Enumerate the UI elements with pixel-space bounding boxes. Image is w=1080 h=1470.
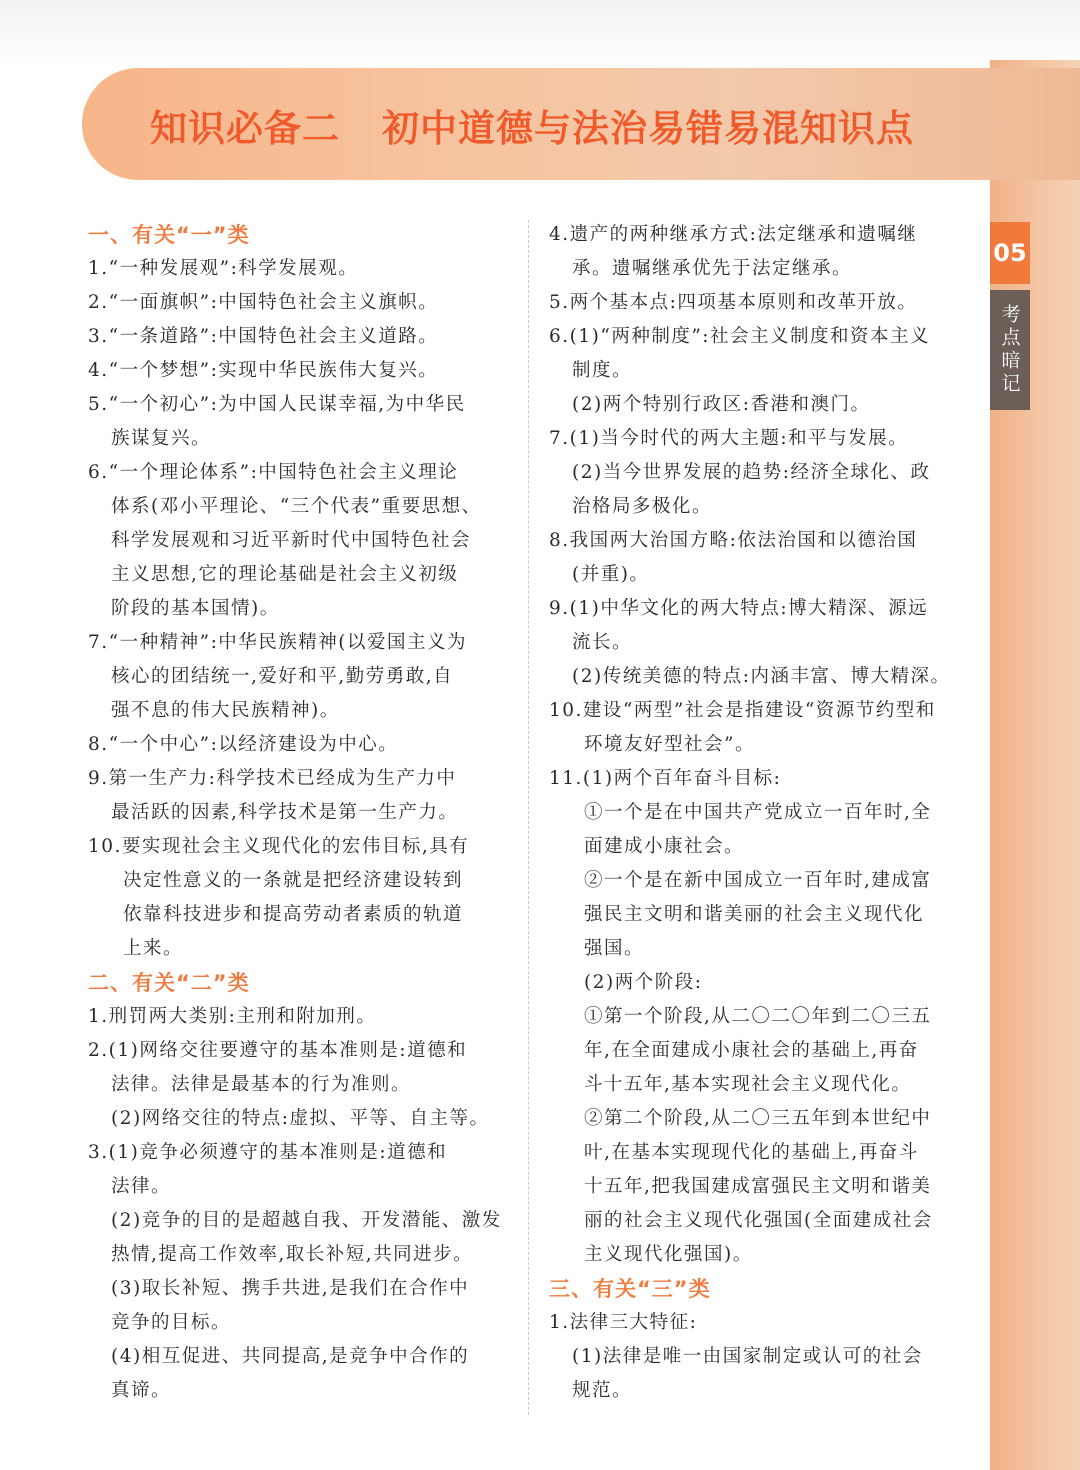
text-line: 科学发展观和习近平新时代中国特色社会	[111, 530, 472, 551]
text-line: 流长。	[572, 632, 633, 653]
banner-section-title: 初中道德与法治易错易混知识点	[382, 107, 914, 150]
right-column	[549, 218, 969, 1408]
text-line: 制度。	[572, 360, 633, 381]
text-line: 族谋复兴。	[111, 428, 212, 449]
text-line: 竞争的目标。	[111, 1312, 232, 1333]
text-line: 主义思想,它的理论基础是社会主义初级	[111, 564, 459, 585]
page-top-edge	[0, 0, 1080, 70]
text-line: ①第一个阶段,从二〇二〇年到二〇三五	[584, 1006, 932, 1027]
text-line: (4)相互促进、共同提高,是竞争中合作的	[111, 1346, 470, 1367]
text-line: 面建成小康社会。	[584, 836, 745, 857]
text-line: 3.“一条道路”:中国特色社会主义道路。	[88, 326, 439, 347]
text-line: 依靠科技进步和提高劳动者素质的轨道	[123, 904, 464, 925]
text-line: 最活跃的因素,科学技术是第一生产力。	[111, 802, 459, 823]
text-line: 4.遗产的两种继承方式:法定继承和遗嘱继	[549, 224, 918, 245]
text-line: 核心的团结统一,爱好和平,勤劳勇敢,自	[111, 666, 454, 687]
text-line: 10.建设“两型”社会是指建设“资源节约型和	[549, 700, 936, 721]
text-line: 年,在全面建成小康社会的基础上,再奋	[584, 1040, 919, 1061]
text-line: 治格局多极化。	[572, 496, 713, 517]
text-line: ①一个是在中国共产党成立一百年时,全	[584, 802, 932, 823]
text-line: 1.“一种发展观”:科学发展观。	[88, 258, 359, 279]
text-line: 7.“一种精神”:中华民族精神(以爱国主义为	[88, 632, 468, 653]
text-line: 1.刑罚两大类别:主刑和附加刑。	[88, 1006, 377, 1027]
text-line: 承。遗嘱继承优先于法定继承。	[572, 258, 853, 279]
text-line: 1.法律三大特征:	[549, 1312, 698, 1333]
text-line: 强不息的伟大民族精神)。	[111, 700, 340, 721]
text-line: (2)网络交往的特点:虚拟、平等、自主等。	[111, 1108, 490, 1129]
text-line: 2.“一面旗帜”:中国特色社会主义旗帜。	[88, 292, 439, 313]
text-line: 上来。	[123, 938, 184, 959]
left-column	[88, 218, 506, 1408]
chapter-number-tab: 05	[990, 222, 1030, 284]
text-line: (2)两个阶段:	[584, 972, 703, 993]
text-line: ②一个是在新中国成立一百年时,建成富	[584, 870, 932, 891]
text-line: 规范。	[572, 1380, 633, 1401]
banner-section-label: 知识必备二	[150, 107, 340, 150]
text-line: 10.要实现社会主义现代化的宏伟目标,具有	[88, 836, 470, 857]
text-line: (2)两个特别行政区:香港和澳门。	[572, 394, 871, 415]
section-heading: 二、有关“二”类	[88, 971, 250, 995]
text-line: 法律。法律是最基本的行为准则。	[111, 1074, 412, 1095]
column-divider	[528, 220, 529, 1415]
text-line: 法律。	[111, 1176, 172, 1197]
section-heading: 一、有关“一”类	[88, 223, 250, 247]
text-line: 5.“一个初心”:为中国人民谋幸福,为中华民	[88, 394, 466, 415]
banner-title	[150, 98, 914, 158]
text-line: 丽的社会主义现代化强国(全面建成社会	[584, 1210, 933, 1231]
text-line: 决定性意义的一条就是把经济建设转到	[123, 870, 464, 891]
text-line: (并重)。	[572, 564, 650, 585]
text-line: 斗十五年,基本实现社会主义现代化。	[584, 1074, 912, 1095]
text-line: (2)传统美德的特点:内涵丰富、博大精深。	[572, 666, 951, 687]
text-line: 6.“一个理论体系”:中国特色社会主义理论	[88, 462, 459, 483]
text-line: 阶段的基本国情)。	[111, 598, 280, 619]
text-line: 强国。	[584, 938, 645, 959]
text-line: 环境友好型社会”。	[584, 734, 755, 755]
chapter-label-tab: 考点暗记	[990, 290, 1030, 410]
text-line: 十五年,把我国建成富强民主文明和谐美	[584, 1176, 932, 1197]
text-line: 2.(1)网络交往要遵守的基本准则是:道德和	[88, 1040, 468, 1061]
text-line: 7.(1)当今时代的两大主题:和平与发展。	[549, 428, 909, 449]
text-line: 强民主文明和谐美丽的社会主义现代化	[584, 904, 925, 925]
text-line: ②第二个阶段,从二〇三五年到本世纪中	[584, 1108, 932, 1129]
text-line: 真谛。	[111, 1380, 172, 1401]
text-line: 体系(邓小平理论、“三个代表”重要思想、	[111, 496, 482, 517]
text-line: 叶,在基本实现现代化的基础上,再奋斗	[584, 1142, 919, 1163]
text-line: 主义现代化强国)。	[584, 1244, 753, 1265]
text-line: (3)取长补短、携手共进,是我们在合作中	[111, 1278, 470, 1299]
text-line: (2)竞争的目的是超越自我、开发潜能、激发	[111, 1210, 502, 1231]
text-line: 3.(1)竞争必须遵守的基本准则是:道德和	[88, 1142, 448, 1163]
text-line: 9.第一生产力:科学技术已经成为生产力中	[88, 768, 457, 789]
text-line: (2)当今世界发展的趋势:经济全球化、政	[572, 462, 931, 483]
text-line: 8.“一个中心”:以经济建设为中心。	[88, 734, 399, 755]
section-heading: 三、有关“三”类	[549, 1277, 711, 1301]
text-line: (1)法律是唯一由国家制定或认可的社会	[572, 1346, 923, 1367]
text-line: 5.两个基本点:四项基本原则和改革开放。	[549, 292, 918, 313]
text-line: 热情,提高工作效率,取长补短,共同进步。	[111, 1244, 474, 1265]
text-line: 9.(1)中华文化的两大特点:博大精深、源远	[549, 598, 929, 619]
text-line: 11.(1)两个百年奋斗目标:	[549, 768, 782, 789]
text-line: 8.我国两大治国方略:依法治国和以德治国	[549, 530, 918, 551]
text-line: 6.(1)“两种制度”:社会主义制度和资本主义	[549, 326, 931, 347]
text-line: 4.“一个梦想”:实现中华民族伟大复兴。	[88, 360, 439, 381]
